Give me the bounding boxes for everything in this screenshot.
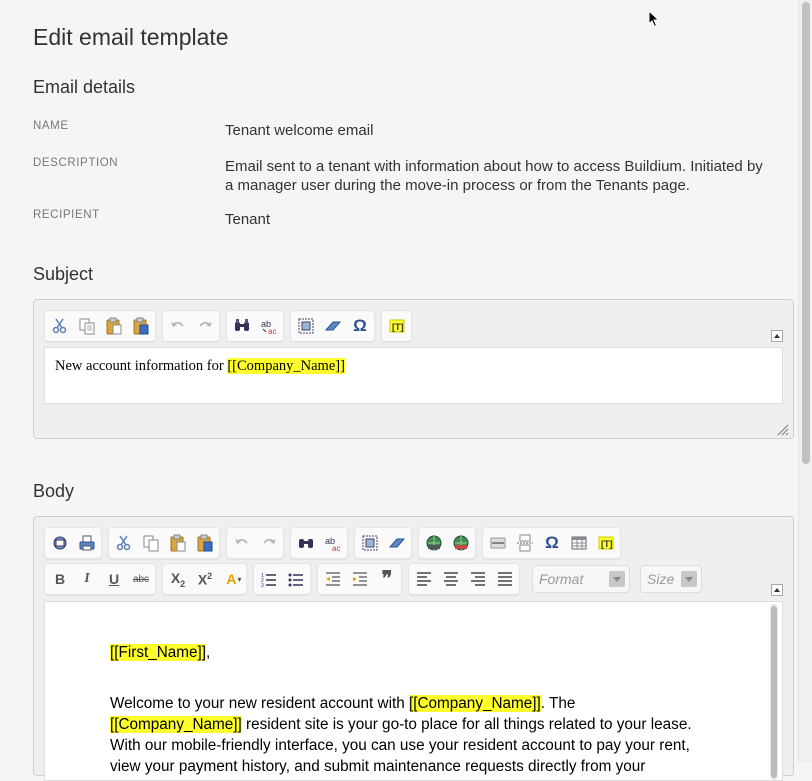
svg-text:ac: ac	[332, 544, 341, 553]
company-name-token: [[Company_Name]]	[110, 716, 242, 733]
document-group	[44, 527, 102, 559]
outdent-icon[interactable]	[321, 567, 345, 591]
select-all-icon[interactable]	[294, 314, 318, 338]
recipient-value: Tenant	[225, 211, 271, 228]
replace-icon[interactable]	[257, 314, 281, 338]
link-group	[418, 527, 476, 559]
email-details-heading: Email details	[33, 77, 136, 97]
unlink-icon[interactable]	[449, 531, 473, 555]
page-scrollbar[interactable]	[798, 0, 812, 762]
find-icon[interactable]	[294, 531, 318, 555]
paste-word-icon[interactable]	[129, 314, 153, 338]
description-value: Email sent to a tenant with information about how to access Buildium. Initiated by a manager user during the move-in process or from the Tenants page.	[225, 158, 763, 194]
body-content[interactable]	[44, 601, 783, 781]
cut-icon[interactable]	[112, 531, 136, 555]
chevron-down-icon	[681, 571, 697, 587]
find-group	[226, 310, 284, 342]
body-toolbar-row-1	[44, 527, 764, 559]
redo-icon[interactable]	[257, 531, 281, 555]
svg-text:[T]: [T]	[392, 322, 404, 332]
svg-text:ac: ac	[268, 327, 277, 336]
svg-text:ab: ab	[325, 536, 336, 546]
greeting-line	[110, 642, 710, 663]
style-group	[44, 563, 156, 595]
subject-toolbar	[44, 310, 764, 342]
remove-format-icon[interactable]	[385, 531, 409, 555]
special-char-icon[interactable]: Ω	[353, 316, 367, 335]
svg-text:1: 1	[261, 573, 264, 579]
subscript-button[interactable]: $X_2$	[170, 569, 186, 589]
undo-icon[interactable]	[166, 314, 190, 338]
svg-text:2: 2	[261, 578, 264, 584]
body-scrollbar[interactable]	[770, 604, 778, 780]
copy-icon[interactable]	[139, 531, 163, 555]
superscript-button[interactable]: $X^2$	[197, 570, 213, 588]
horizontal-rule-icon[interactable]	[486, 531, 510, 555]
page-scrollbar-thumb[interactable]	[802, 2, 810, 464]
preview-icon[interactable]	[48, 531, 72, 555]
size-dropdown[interactable]	[640, 565, 702, 593]
welcome-text-1: Welcome to your new resident account with	[110, 695, 409, 712]
special-char-icon[interactable]: Ω	[545, 533, 559, 552]
subject-editor	[33, 299, 794, 439]
body-clipboard-group	[108, 527, 220, 559]
print-icon[interactable]	[75, 531, 99, 555]
numbered-list-icon[interactable]	[257, 567, 281, 591]
format-placeholder: Format	[539, 571, 584, 587]
subject-token: [[Company_Name]]	[227, 358, 345, 374]
body-history-group	[226, 527, 284, 559]
script-group	[162, 563, 247, 595]
insert-token-icon[interactable]	[385, 314, 409, 338]
redo-icon[interactable]	[193, 314, 217, 338]
welcome-text-3: resident site is your go-to place for all things related to your lease. With our mobile-friendly interface, you can use your resident account to pay your rent, view your payment history, and submit maintenance requests directly from your	[110, 716, 692, 775]
italic-button[interactable]: I	[84, 571, 90, 586]
subject-heading: Subject	[33, 264, 94, 284]
body-editor	[33, 516, 794, 776]
body-scrollbar-thumb[interactable]	[771, 606, 777, 778]
history-group	[162, 310, 220, 342]
align-right-icon[interactable]	[466, 567, 490, 591]
size-placeholder: Size	[647, 571, 675, 587]
bold-button[interactable]: B	[54, 571, 66, 587]
cut-icon[interactable]	[48, 314, 72, 338]
name-label: NAME	[33, 120, 69, 132]
welcome-paragraph	[110, 693, 710, 777]
svg-text:[T]: [T]	[601, 539, 613, 549]
format-dropdown[interactable]	[532, 565, 630, 593]
copy-icon[interactable]	[75, 314, 99, 338]
remove-format-icon[interactable]	[321, 314, 345, 338]
first-name-token: [[First_Name]]	[110, 644, 207, 661]
strikethrough-button[interactable]: abc	[132, 573, 150, 585]
indent-group	[317, 563, 402, 595]
recipient-label: RECIPIENT	[33, 209, 100, 221]
mouse-cursor-icon	[648, 10, 660, 28]
underline-button[interactable]: U	[108, 571, 120, 587]
align-center-icon[interactable]	[439, 567, 463, 591]
paste-word-icon[interactable]	[193, 531, 217, 555]
list-group	[253, 563, 311, 595]
tools-group	[290, 310, 375, 342]
body-toolbar-row-2	[44, 563, 764, 595]
greeting-suffix: ,	[206, 644, 211, 661]
text-color-button[interactable]: A ▾	[226, 571, 242, 587]
find-icon[interactable]	[230, 314, 254, 338]
svg-text:ab: ab	[261, 319, 272, 329]
page-title: Edit email template	[33, 24, 229, 50]
link-icon[interactable]	[422, 531, 446, 555]
paste-icon[interactable]	[102, 314, 126, 338]
bulleted-list-icon[interactable]	[284, 567, 308, 591]
align-left-icon[interactable]	[412, 567, 436, 591]
welcome-text-2: . The	[540, 695, 576, 712]
indent-icon[interactable]	[348, 567, 372, 591]
insert-token-icon[interactable]	[594, 531, 618, 555]
undo-icon[interactable]	[230, 531, 254, 555]
align-group	[408, 563, 520, 595]
subject-prefix: New account information for	[55, 358, 228, 374]
name-value: Tenant welcome email	[225, 122, 374, 139]
description-label: DESCRIPTION	[33, 157, 119, 169]
company-name-token: [[Company_Name]]	[409, 695, 541, 712]
clipboard-group	[44, 310, 156, 342]
justify-icon[interactable]	[493, 567, 517, 591]
svg-text:3: 3	[261, 583, 264, 589]
select-all-icon[interactable]	[358, 531, 382, 555]
page-break-icon[interactable]	[513, 531, 537, 555]
table-icon[interactable]	[567, 531, 591, 555]
body-find-group	[290, 527, 348, 559]
blockquote-icon[interactable]: ❞	[381, 568, 393, 590]
token-group	[381, 310, 412, 342]
replace-icon[interactable]	[321, 531, 345, 555]
body-tools-group	[354, 527, 412, 559]
collapse-toolbar-button[interactable]	[771, 584, 783, 596]
insert-group	[482, 527, 621, 559]
collapse-toolbar-button[interactable]	[771, 330, 783, 342]
body-heading: Body	[33, 481, 75, 501]
paste-icon[interactable]	[166, 531, 190, 555]
subject-line	[55, 358, 345, 375]
subject-content[interactable]	[44, 347, 783, 404]
resize-handle-icon[interactable]	[777, 424, 789, 436]
chevron-down-icon	[609, 571, 625, 587]
